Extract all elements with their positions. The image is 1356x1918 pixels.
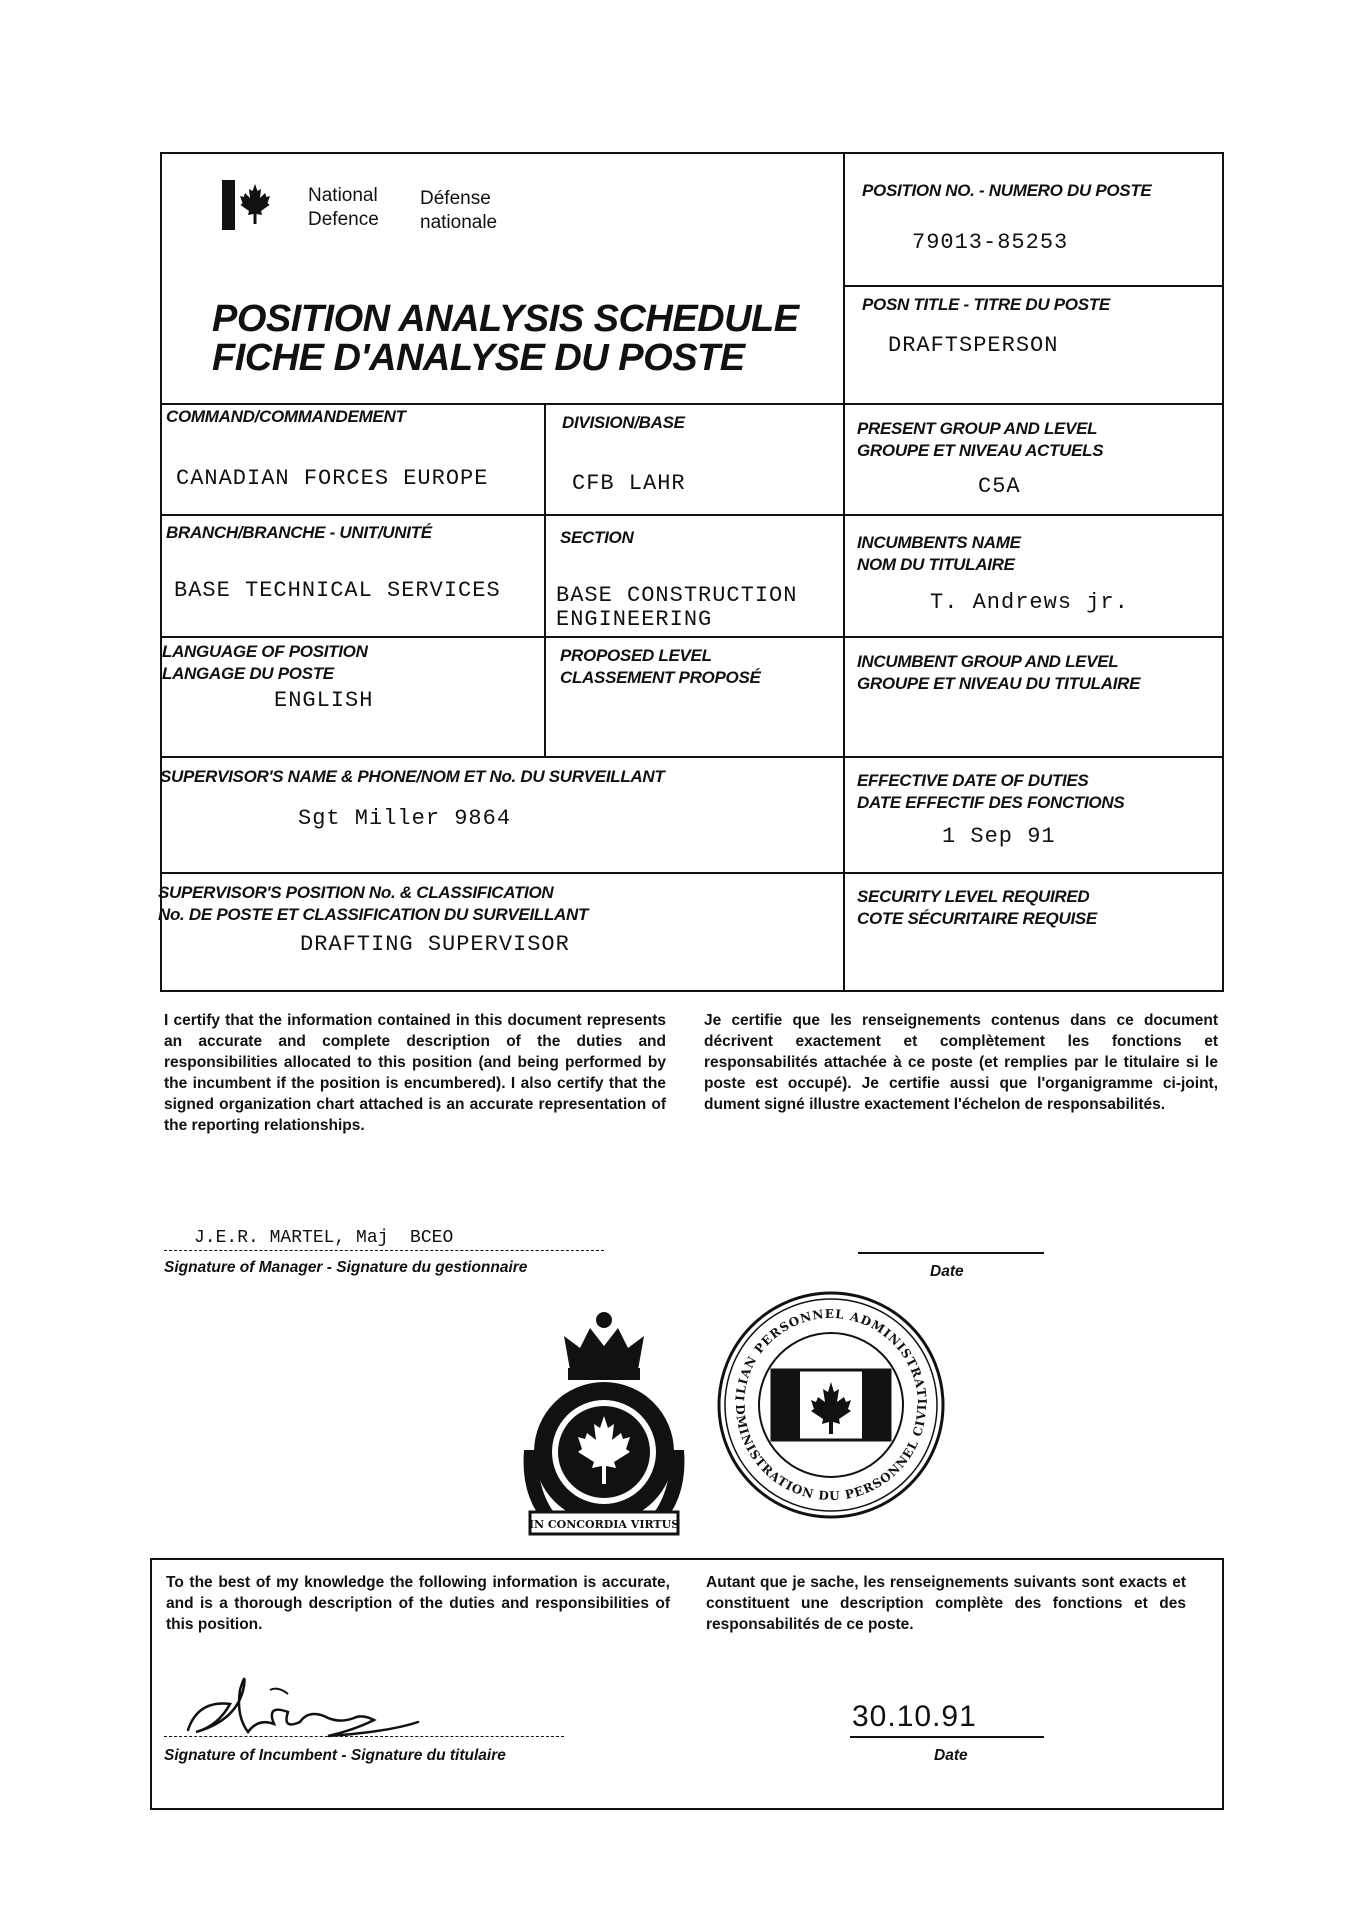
page-title-en: POSITION ANALYSIS SCHEDULE: [212, 298, 799, 340]
posn-title-label: POSN TITLE - TITRE DU POSTE: [862, 295, 1110, 314]
dept-name-fr-1: Défense: [420, 188, 491, 209]
date-line: [858, 1252, 1044, 1254]
supervisor-value: Sgt Miller 9864: [298, 806, 512, 831]
manager-signature-label: Signature of Manager - Signature du gestionnaire: [164, 1259, 528, 1276]
certification-text-fr: Je certifie que les renseignements contenus dans ce document décrivent exactement et complètement les fonctions et responsabilités attachée à ce poste (et remplies par le titulaire si le poste est occupé). Je certifie aussi que l'organigramme ci-joint, dument signé illustre exactement l'échelon de responsabilités.: [704, 1012, 1218, 1113]
present-group-label-1: PRESENT GROUP AND LEVEL: [857, 419, 1098, 438]
incumbent-value: T. Andrews jr.: [930, 590, 1129, 615]
branch-label: BRANCH/BRANCHE - UNIT/UNITÉ: [166, 523, 432, 542]
language-label-2: LANGAGE DU POSTE: [162, 664, 334, 683]
posn-title-value: DRAFTSPERSON: [888, 333, 1059, 358]
command-value: CANADIAN FORCES EUROPE: [176, 466, 489, 491]
page-title-fr: FICHE D'ANALYSE DU POSTE: [212, 337, 745, 379]
dept-name-fr-2: nationale: [420, 212, 498, 233]
civilian-personnel-seal: [714, 1288, 948, 1522]
seal-ring-top-text: ILIAN PERSONNEL ADMINISTRATI: [733, 1306, 930, 1406]
proposed-level-label-1: PROPOSED LEVEL: [560, 646, 712, 665]
section-label: SECTION: [560, 528, 634, 547]
present-group-label-2: GROUPE ET NIVEAU ACTUELS: [857, 441, 1104, 460]
incumbent-group-label-1: INCUMBENT GROUP AND LEVEL: [857, 652, 1119, 671]
position-no-value: 79013-85253: [912, 230, 1069, 255]
certification-text-en: I certify that the information contained in this document represents an accurate and complete description of the duties and responsibilities allocated to this position (and being performed by the incumbent if the position is encumbered). I also certify that the signed organization chart attached is an accurate representation of the reporting relationships.: [164, 1012, 666, 1134]
divider: [160, 872, 1224, 874]
section-value-1: BASE CONSTRUCTION: [556, 583, 798, 608]
command-label: COMMAND/COMMANDEMENT: [166, 407, 406, 426]
incumbent-label-1: INCUMBENTS NAME: [857, 533, 1021, 552]
incumbent-date-label: Date: [934, 1747, 968, 1764]
incumbent-date-value: 30.10.91: [852, 1700, 977, 1733]
security-label-1: SECURITY LEVEL REQUIRED: [857, 887, 1090, 906]
divider: [160, 403, 1224, 405]
seal-ring-bottom-text: DMINISTRATION DU PERSONNEL CIVI: [732, 1403, 930, 1504]
incumbent-signature-label: Signature of Incumbent - Signature du titulaire: [164, 1747, 506, 1764]
divider: [544, 403, 546, 756]
incumbent-statement-fr: Autant que je sache, les renseignements suivants sont exacts et constituent une description complète des fonctions et des responsabilités de ce poste.: [706, 1574, 1186, 1633]
date-label: Date: [930, 1263, 964, 1280]
form-frame: [160, 152, 1224, 992]
effective-date-label-1: EFFECTIVE DATE OF DUTIES: [857, 771, 1089, 790]
effective-date-label-2: DATE EFFECTIF DES FONCTIONS: [857, 793, 1125, 812]
present-group-value: C5A: [978, 474, 1021, 499]
supervisor-position-value: DRAFTING SUPERVISOR: [300, 932, 570, 957]
incumbent-signature-line: [164, 1736, 564, 1737]
supervisor-label: SUPERVISOR'S NAME & PHONE/NOM ET No. DU SURVEILLANT: [160, 767, 665, 786]
manager-name: J.E.R. MARTEL, Maj BCEO: [194, 1228, 454, 1248]
manager-signature-line: [164, 1250, 604, 1251]
incumbent-date-line: [850, 1736, 1044, 1738]
divider: [160, 636, 1224, 638]
incumbent-statement-en: To the best of my knowledge the following information is accurate, and is a thorough description of the duties and responsibilities of this position.: [166, 1574, 670, 1633]
divider: [160, 514, 1224, 516]
position-no-label: POSITION NO. - NUMERO DU POSTE: [862, 181, 1152, 200]
incumbent-label-2: NOM DU TITULAIRE: [857, 555, 1015, 574]
divider: [843, 285, 1224, 287]
division-label: DIVISION/BASE: [562, 413, 685, 432]
branch-value: BASE TECHNICAL SERVICES: [174, 578, 501, 603]
badge-motto: IN CONCORDIA VIRTUS: [528, 1518, 680, 1531]
canada-flag-icon: [222, 180, 270, 230]
proposed-level-label-2: CLASSEMENT PROPOSÉ: [560, 668, 761, 687]
division-value: CFB LAHR: [572, 471, 686, 496]
language-label-1: LANGUAGE OF POSITION: [162, 642, 368, 661]
supervisor-position-label-2: No. DE POSTE ET CLASSIFICATION DU SURVEILLANT: [158, 905, 589, 924]
effective-date-value: 1 Sep 91: [942, 824, 1056, 849]
divider: [843, 152, 845, 992]
supervisor-position-label-1: SUPERVISOR'S POSITION No. & CLASSIFICATION: [158, 883, 554, 902]
incumbent-group-label-2: GROUPE ET NIVEAU DU TITULAIRE: [857, 674, 1141, 693]
section-value-2: ENGINEERING: [556, 607, 713, 632]
security-label-2: COTE SÉCURITAIRE REQUISE: [857, 909, 1097, 928]
dept-name-en-1: National: [308, 185, 378, 206]
crown-badge-seal: [510, 1300, 698, 1540]
divider: [160, 756, 1224, 758]
language-value: ENGLISH: [274, 688, 374, 713]
dept-name-en-2: Defence: [308, 209, 379, 230]
